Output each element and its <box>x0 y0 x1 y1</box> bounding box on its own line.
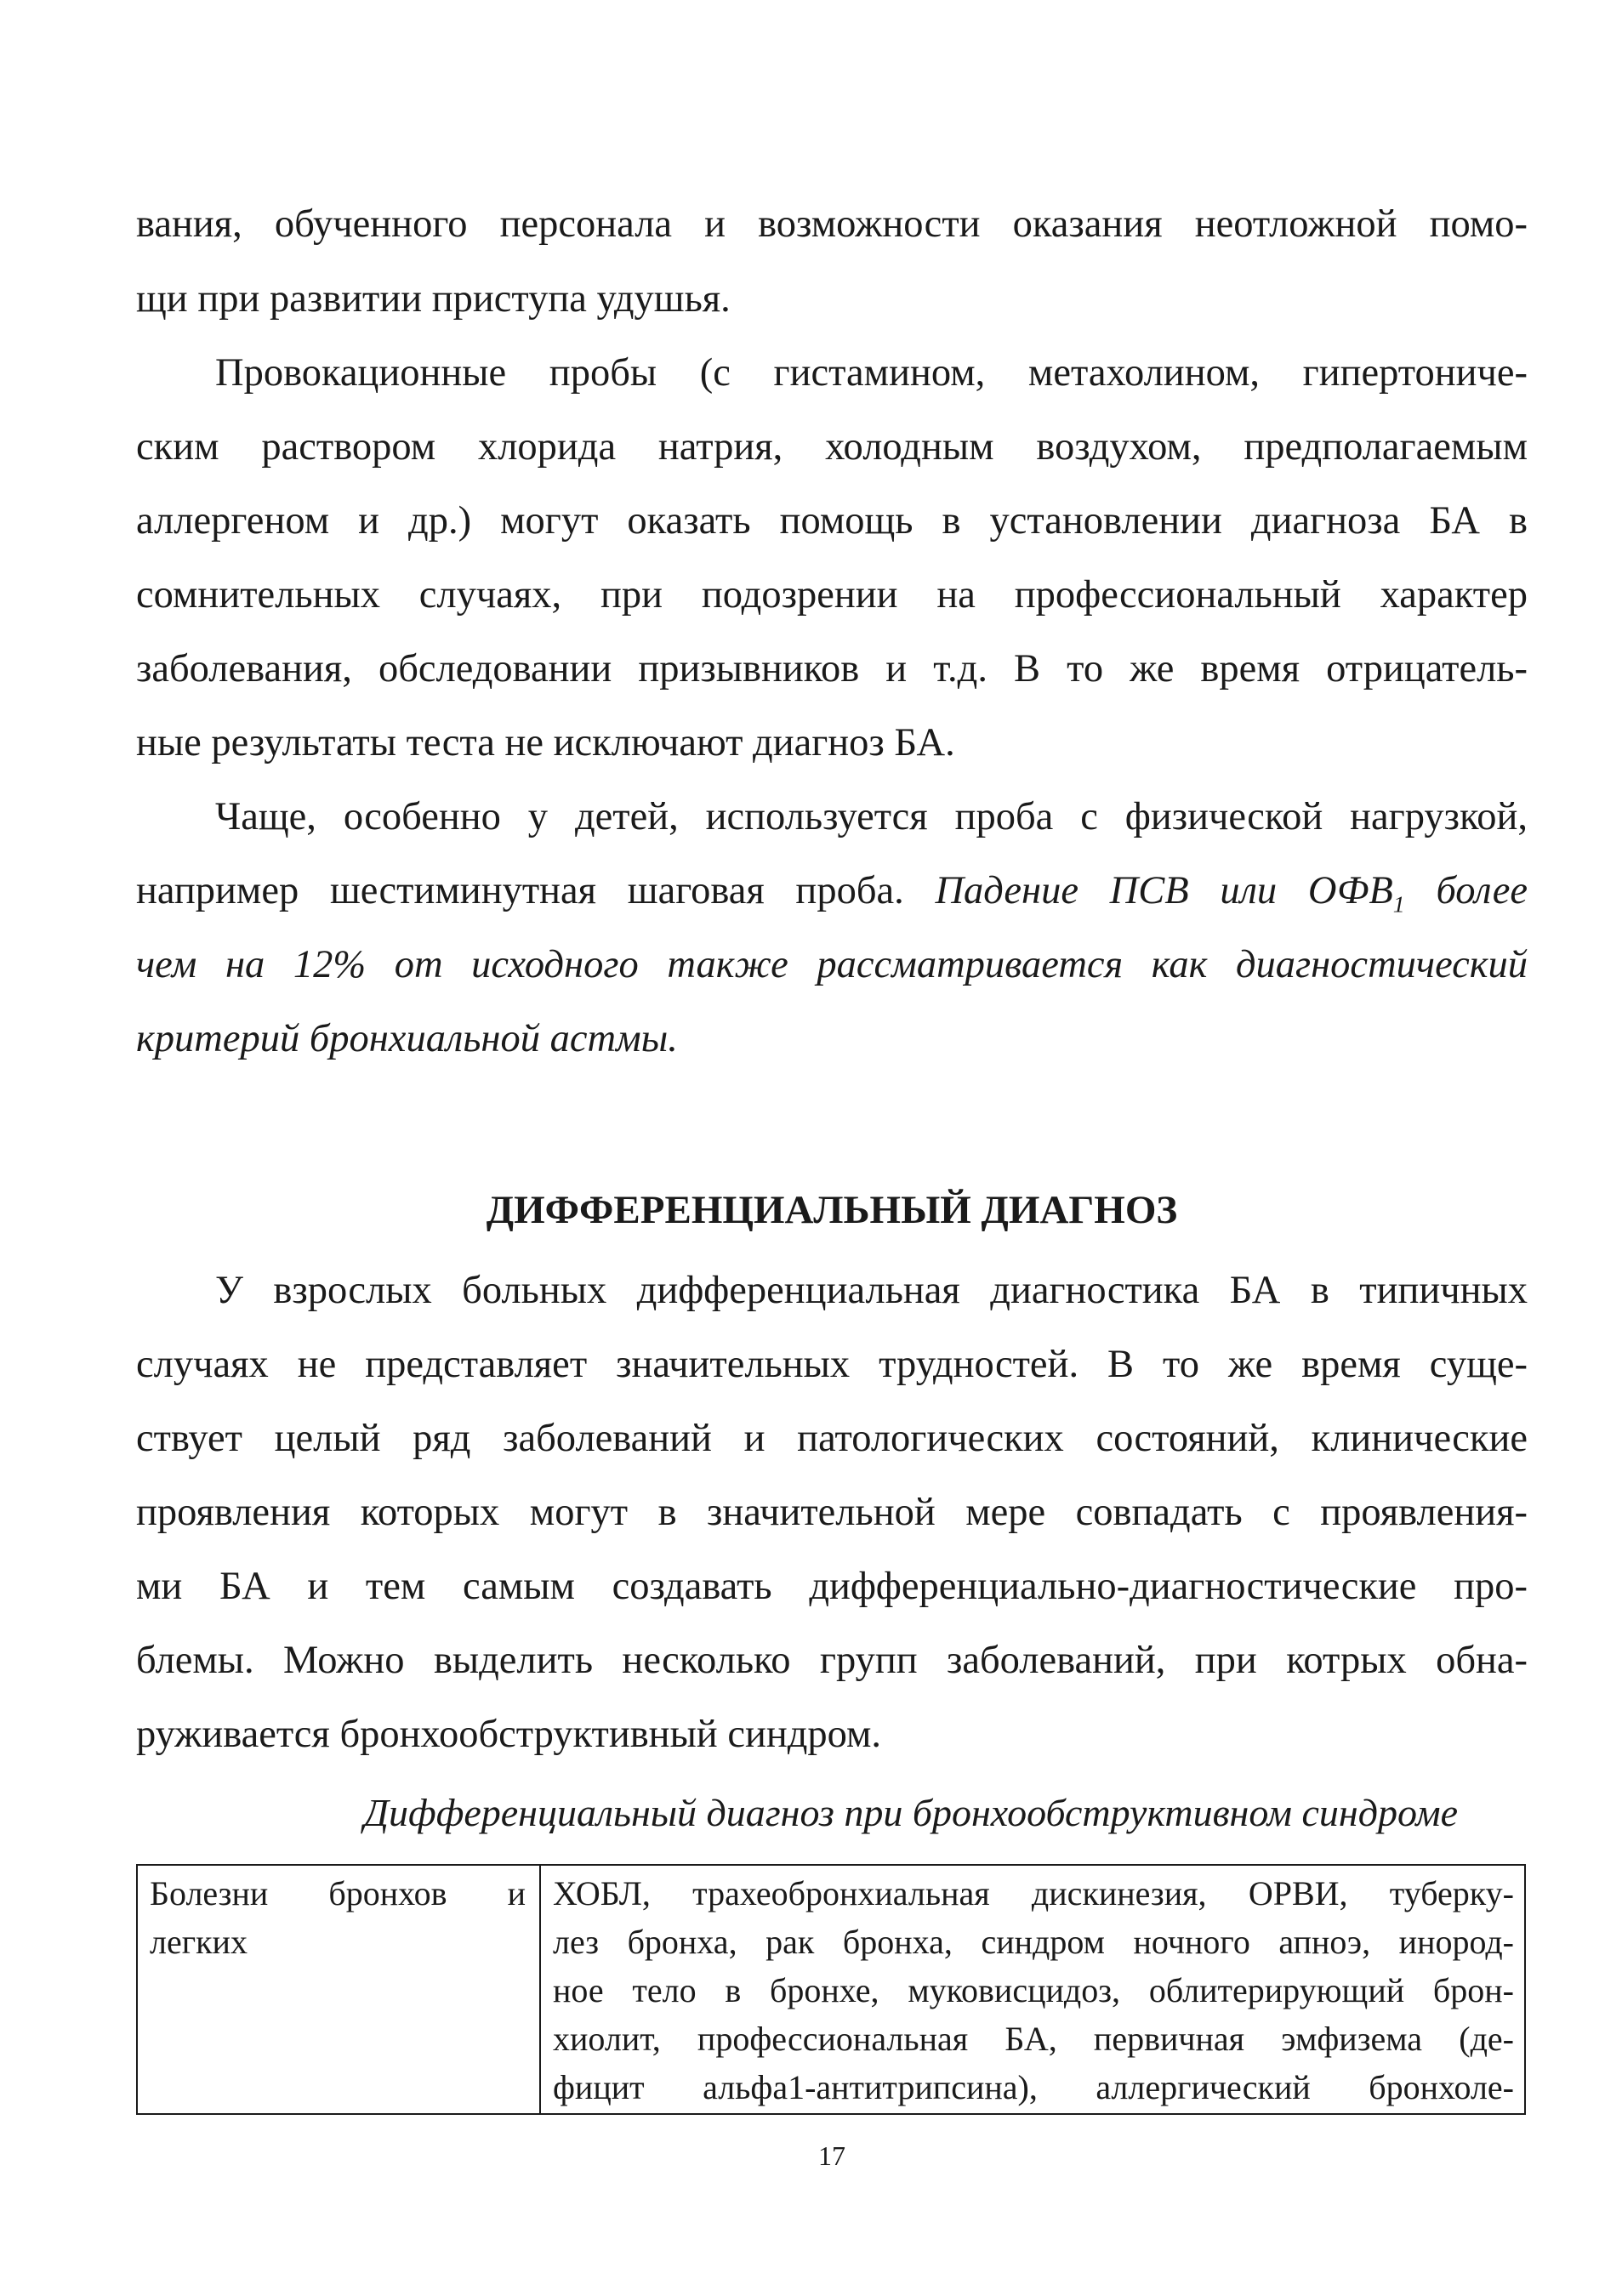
text-italic <box>935 869 1528 918</box>
paragraph-line: проявления которых могут в значительной мере совпадать с проявления- <box>136 1491 1528 1534</box>
paragraph-line: щи при развитии приступа удушья. <box>136 277 731 321</box>
paragraph-line: ные результаты теста не исключают диагноз БА. <box>136 721 955 764</box>
cell-line: лез бронха, рак бронха, синдром ночного апноэ, инород- <box>553 1923 1514 1961</box>
subscript: 1 <box>1392 891 1405 918</box>
text-italic-part: более <box>1436 869 1528 912</box>
paragraph-line: сомнительных случаях, при подозрении на профессиональный характер <box>136 573 1528 617</box>
paragraph-line: блемы. Можно выделить несколько групп заболеваний, при котрых обна- <box>136 1639 1528 1682</box>
paragraph-line: критерий бронхиальной астмы. <box>136 1017 678 1060</box>
cell-line: ное тело в бронхе, муковисцидоз, облитерирующий брон- <box>553 1971 1514 2009</box>
paragraph-line: заболевания, обследовании призывников и т.д. В то же время отрицатель- <box>136 647 1528 691</box>
paragraph-line-mixed <box>136 855 1528 927</box>
paragraph-line: Провокационные пробы (с гистамином, метахолином, гипертониче- <box>215 351 1528 395</box>
paragraph-line: аллергеном и др.) могут оказать помощь в установлении диагноза БА в <box>136 499 1528 543</box>
section-heading: ДИФФЕРЕНЦИАЛЬНЫЙ ДИАГНОЗ <box>486 1188 1178 1232</box>
page-number: 17 <box>818 2140 845 2171</box>
cell-line: фицит альфа1-антитрипсина), аллергический бронхоле- <box>553 2068 1514 2106</box>
paragraph-line: ствует целый ряд заболеваний и патологических состояний, клинические <box>136 1417 1528 1460</box>
paragraph-line: ми БА и тем самым создавать дифференциально-диагностические про- <box>136 1565 1528 1608</box>
table-caption: Дифференциальный диагноз при бронхообструктивном синдроме <box>363 1791 1458 1834</box>
paragraph-line: У взрослых больных дифференциальная диагностика БА в типичных <box>215 1269 1528 1312</box>
paragraph-line: Чаще, особенно у детей, используется проба с физической нагрузкой, <box>215 795 1528 838</box>
text-italic-part: Падение ПСВ или ОФВ <box>935 869 1393 912</box>
table-cell-diseases <box>541 1866 1524 2113</box>
paragraph-line: случаях не представляет значительных трудностей. В то же время суще- <box>136 1343 1528 1386</box>
paragraph-line: вания, обученного персонала и возможности оказания неотложной помо- <box>136 202 1528 246</box>
paragraph-line: чем на 12% от исходного также рассматривается как диагностический <box>136 943 1528 986</box>
paragraph-line: ским раствором хлорида натрия, холодным воздухом, предполагаемым <box>136 425 1528 469</box>
table-cell-category <box>138 1866 541 2113</box>
paragraph-line: руживается бронхообструктивный синдром. <box>136 1713 882 1756</box>
text-normal: например шестиминутная шаговая проба. <box>136 869 904 912</box>
cell-line: Болезни бронхов и <box>150 1874 526 1912</box>
cell-line: ХОБЛ, трахеобронхиальная дискинезия, ОРВИ, туберку- <box>553 1874 1514 1912</box>
cell-line: легких <box>150 1923 248 1961</box>
cell-line: хиолит, профессиональная БА, первичная эмфизема (де- <box>553 2020 1514 2058</box>
diagnosis-table <box>136 1864 1526 2115</box>
